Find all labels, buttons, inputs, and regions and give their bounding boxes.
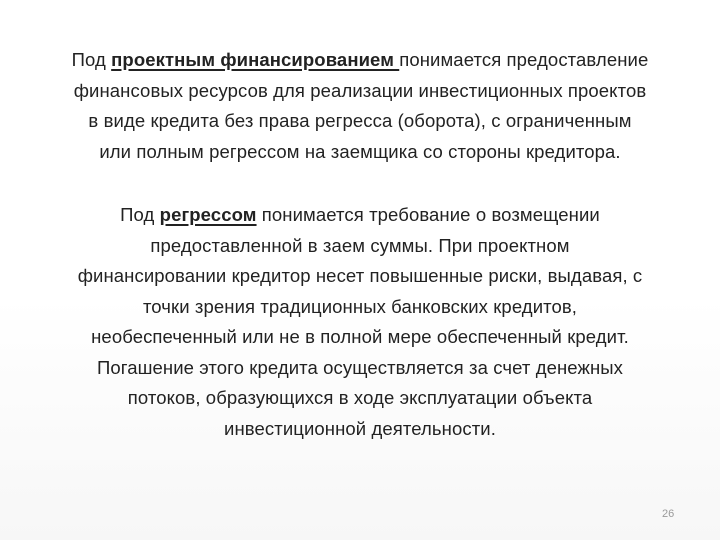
paragraph1-prefix: Под: [71, 49, 112, 70]
paragraph1-line3: в виде кредита без права регресса (оборота), с ограниченным: [88, 110, 632, 131]
paragraph2-line6: Погашение этого кредита осуществляется за счет денежных: [96, 356, 624, 378]
paragraph1-line1-rest: понимается предоставление: [399, 49, 649, 70]
paragraph2-line7: потоков, образующихся в ходе эксплуатации объекта: [127, 387, 593, 408]
paragraph2-line5: необеспеченный или не в полной мере обеспеченный кредит.: [91, 326, 629, 347]
paragraph2-line2: предоставленной в заем суммы. При проектном: [150, 234, 570, 256]
definition-project-finance: [10, 45, 710, 167]
paragraph1-line2: финансовых ресурсов для реализации инвестиционных проектов: [73, 79, 647, 101]
paragraph2-line1-rest: понимается требование о возмещении: [256, 204, 600, 225]
paragraph2-line8: инвестиционной деятельности.: [224, 417, 496, 439]
paragraph2-prefix: Под: [120, 204, 160, 225]
paragraph1-line4: или полным регрессом на заемщика со стороны кредитора.: [99, 140, 621, 162]
term-project-finance: проектным финансированием: [111, 49, 400, 70]
page-number: 26: [662, 508, 675, 520]
paragraph2-line4: точки зрения традиционных банковских кредитов,: [142, 295, 578, 317]
term-recourse: регрессом: [159, 204, 257, 225]
definition-recourse: [10, 200, 710, 444]
paragraph2-line3: финансировании кредитор несет повышенные риски, выдавая, с: [77, 265, 643, 286]
